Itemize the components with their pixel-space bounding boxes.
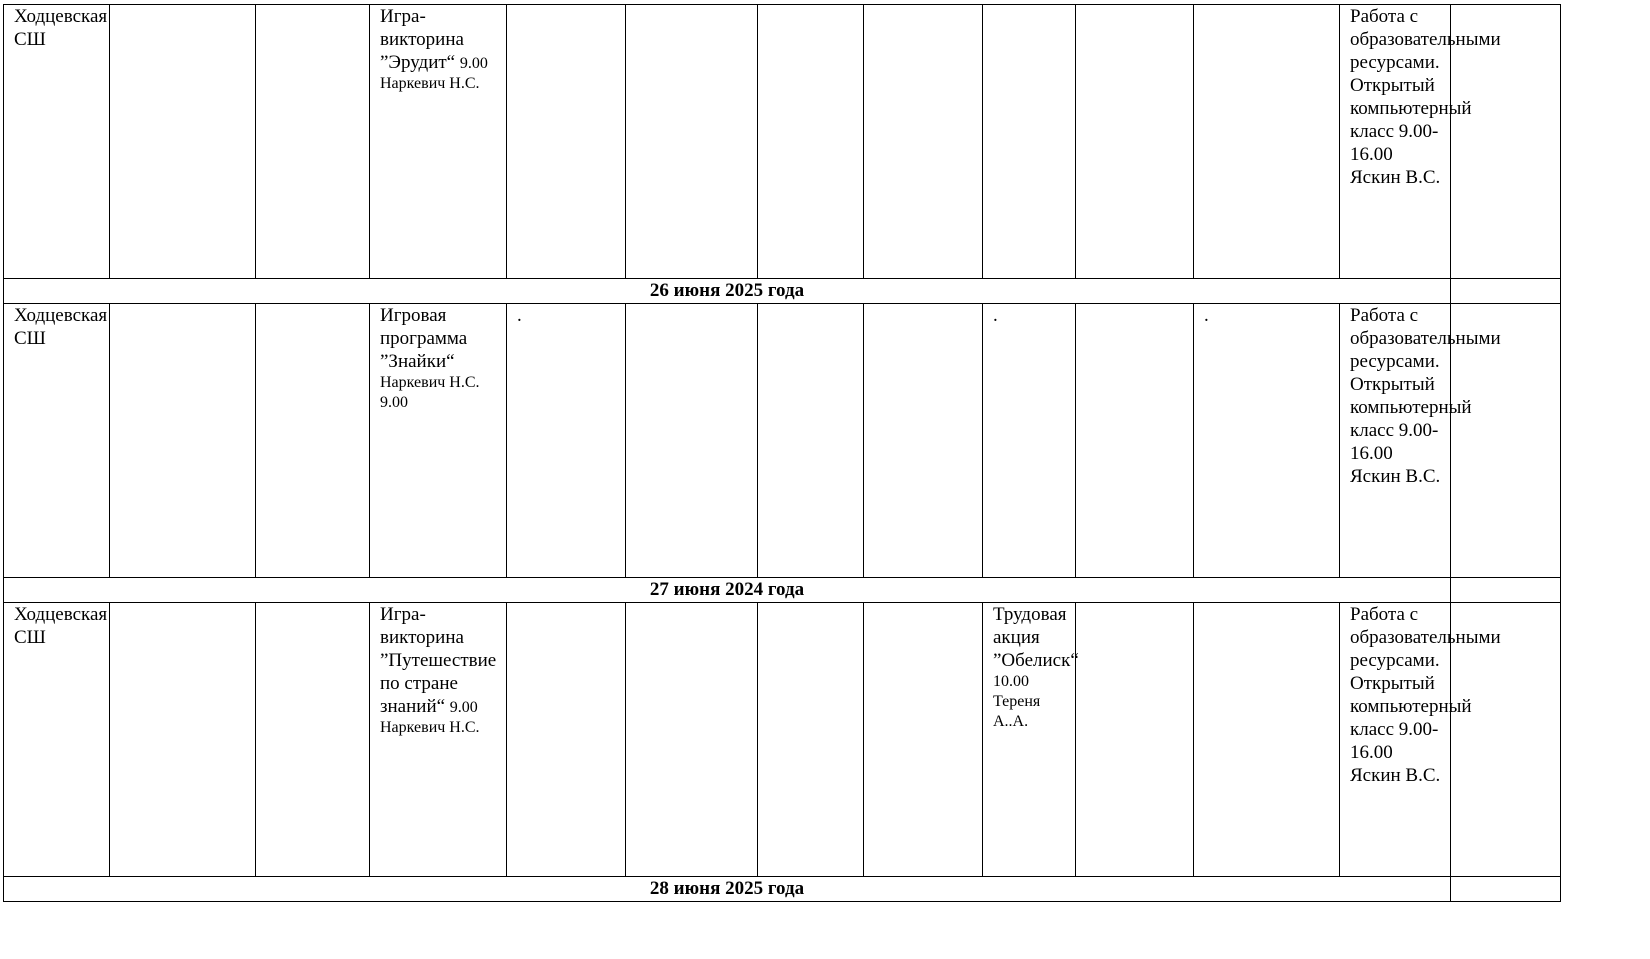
table-cell: . <box>1194 304 1340 578</box>
date-heading: 28 июня 2025 года <box>4 877 1451 902</box>
resources-cell: Работа с образовательными ресурсами. Открытый компьютерный класс 9.00-16.00 Яскин В.С. <box>1340 603 1451 877</box>
date-heading: 27 июня 2024 года <box>4 578 1451 603</box>
table-cell <box>626 603 758 877</box>
event-cell <box>370 304 507 578</box>
table-cell: . <box>507 304 626 578</box>
resources-cell: Работа с образовательными ресурсами. Открытый компьютерный класс 9.00-16.00 Яскин В.С. <box>1340 304 1451 578</box>
date-row <box>4 877 1561 902</box>
table-cell: . <box>983 304 1076 578</box>
table-cell <box>256 603 370 877</box>
schedule-table <box>3 4 1561 902</box>
table-row <box>4 304 1561 578</box>
event-title: Игровая программа ”Знайки“ <box>380 305 468 372</box>
table-cell <box>1194 603 1340 877</box>
event-title: Трудовая акция ”Обелиск“ <box>993 604 1079 671</box>
event-time: 9.00 <box>380 394 408 411</box>
table-cell <box>1451 578 1561 603</box>
event-cell <box>370 5 507 279</box>
school-cell: Ходцевская СШ <box>4 603 110 877</box>
table-cell <box>110 304 256 578</box>
table-cell <box>983 5 1076 279</box>
event-person: Тереня А..А. <box>993 693 1041 730</box>
table-cell <box>256 304 370 578</box>
event-title: Игра-викторина ”Путешествие по стране знаний“ <box>380 604 497 717</box>
table-cell <box>864 603 983 877</box>
resources-cell: Работа с образовательными ресурсами. Открытый компьютерный класс 9.00-16.00 Яскин В.С. <box>1340 5 1451 279</box>
table-cell <box>1451 877 1561 902</box>
table-cell <box>626 304 758 578</box>
date-heading: 26 июня 2025 года <box>4 279 1451 304</box>
table-row <box>4 5 1561 279</box>
event-person: Наркевич Н.С. <box>380 75 480 92</box>
schedule-sheet <box>3 4 1561 902</box>
table-cell <box>864 5 983 279</box>
table-cell <box>1076 304 1194 578</box>
date-row <box>4 578 1561 603</box>
table-cell <box>507 603 626 877</box>
table-cell <box>110 603 256 877</box>
event-cell <box>370 603 507 877</box>
labor-action-cell <box>983 603 1079 877</box>
event-title: Игра-викторина ”Эрудит“ <box>380 6 464 73</box>
event-person: Наркевич Н.С. <box>380 374 480 391</box>
event-person: Наркевич Н.С. <box>380 719 480 736</box>
table-cell <box>758 304 864 578</box>
table-cell <box>1451 279 1561 304</box>
date-row <box>4 279 1561 304</box>
table-cell <box>1194 5 1340 279</box>
event-time: 9.00 <box>449 699 478 716</box>
table-cell <box>256 5 370 279</box>
table-cell <box>1076 5 1194 279</box>
table-cell <box>1076 603 1194 877</box>
school-cell: Ходцевская СШ <box>4 304 110 578</box>
table-row <box>4 603 1561 877</box>
table-cell <box>626 5 758 279</box>
table-cell <box>758 603 864 877</box>
event-time: 10.00 <box>993 673 1029 690</box>
table-cell <box>507 5 626 279</box>
table-cell <box>758 5 864 279</box>
event-time: 9.00 <box>459 55 488 72</box>
table-cell <box>864 304 983 578</box>
school-cell: Ходцевская СШ <box>4 5 110 279</box>
table-cell <box>110 5 256 279</box>
